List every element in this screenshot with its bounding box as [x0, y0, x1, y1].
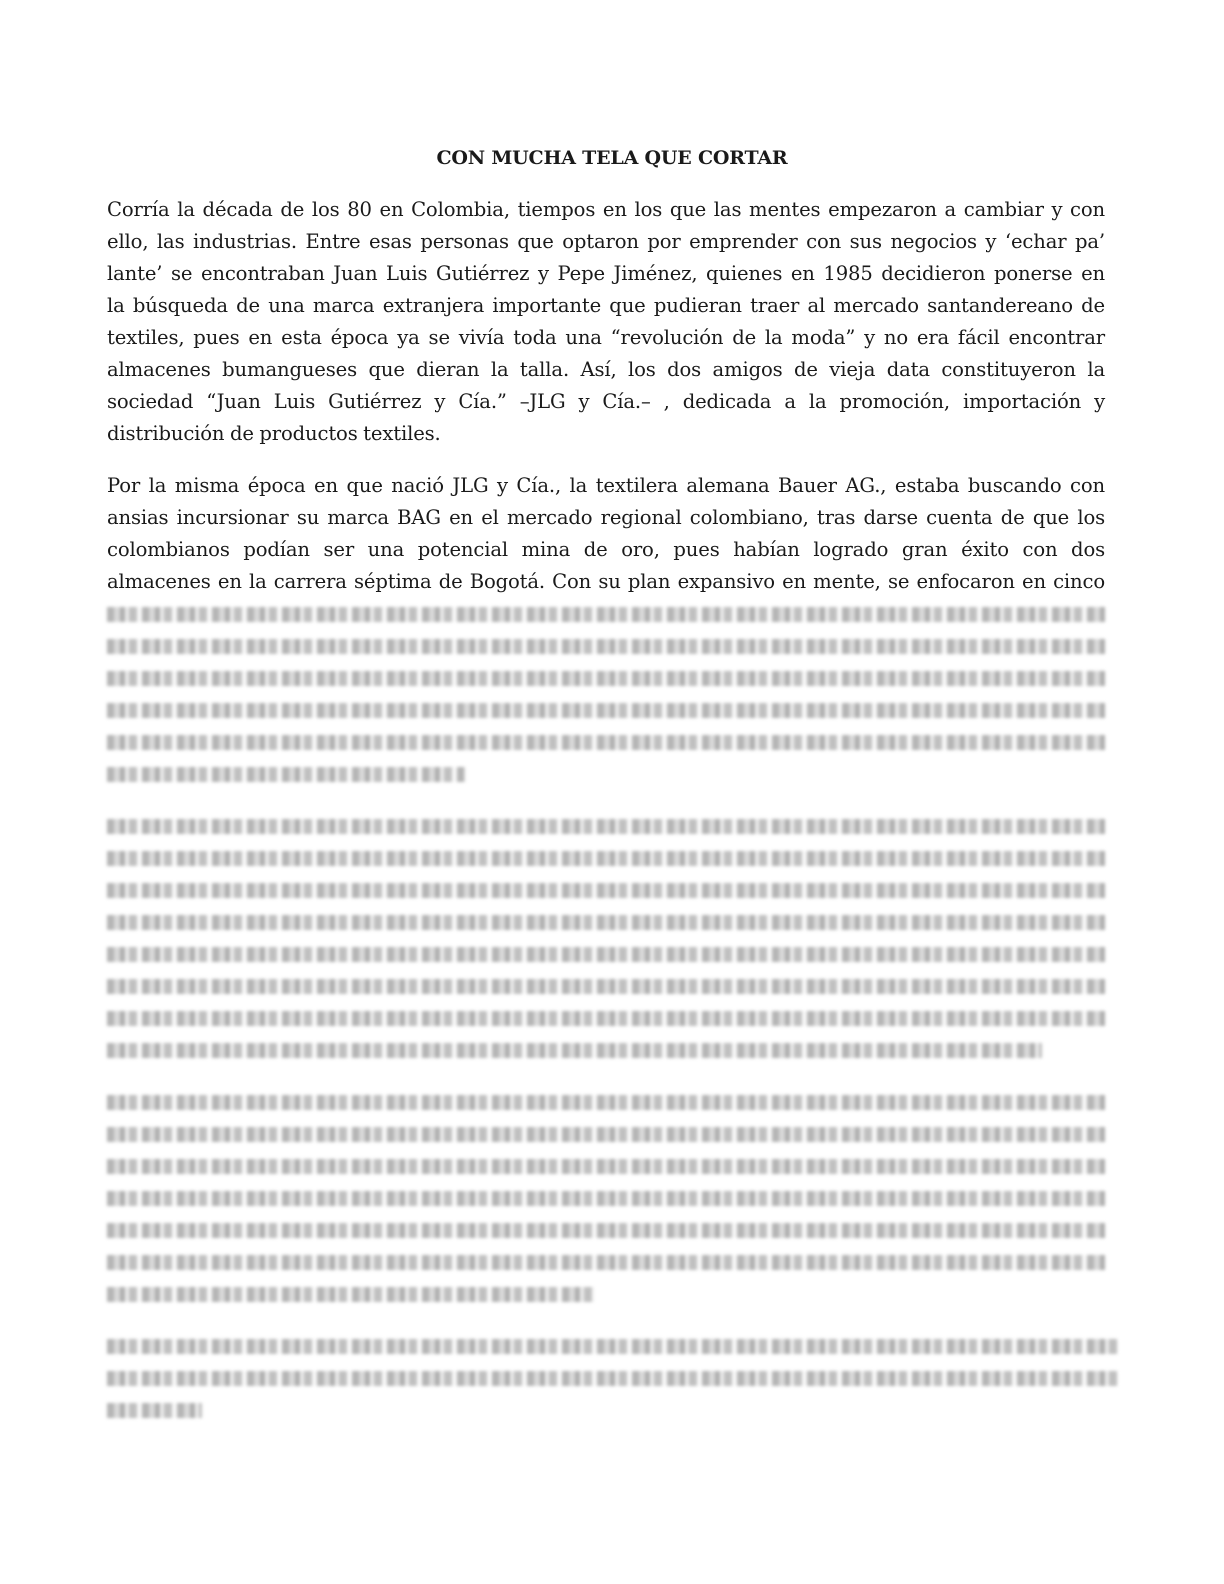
blurred-text-line [107, 906, 1105, 938]
blurred-text-line [107, 598, 1105, 630]
blurred-text-line [107, 726, 1105, 758]
text-line: distribución de productos textiles. [107, 422, 441, 445]
text-line: Por la misma época en que nació JLG y Cía., la textilera alemana Bauer AG., estaba buscando con [107, 474, 1105, 497]
text-line: almacenes bumangueses que dieran la talla. Así, los dos amigos de vieja data constituyeron la [107, 358, 1105, 381]
text-line: la búsqueda de una marca extranjera importante que pudieran traer al mercado santandereano de [107, 294, 1105, 317]
blurred-text-line [107, 874, 1105, 906]
text-line: colombianos podían ser una potencial mina de oro, pues habían logrado gran éxito con dos [107, 538, 1105, 561]
blurred-text-line [107, 1246, 1105, 1278]
blurred-text-line [107, 1214, 1105, 1246]
blurred-text-line [107, 1330, 1105, 1362]
blurred-text-line [107, 1086, 1105, 1118]
blurred-text-line [107, 1150, 1105, 1182]
blurred-text-line [107, 662, 1105, 694]
paragraph-5-blurred [107, 1330, 1105, 1426]
blurred-text-line [107, 630, 1105, 662]
blurred-text-line [107, 1362, 1105, 1394]
document-title: CON MUCHA TELA QUE CORTAR [436, 147, 788, 169]
paragraph-2 [107, 470, 1105, 790]
text-line: ello, las industrias. Entre esas personas que optaron por emprender con sus negocios y ‘echar pa’ [107, 230, 1105, 253]
blurred-text-line [107, 1394, 1105, 1426]
text-line: textiles, pues en esta época ya se vivía toda una “revolución de la moda” y no era fácil encontrar [107, 326, 1105, 349]
blurred-text-line [107, 970, 1105, 1002]
text-line: lante’ se encontraban Juan Luis Gutiérrez y Pepe Jiménez, quienes en 1985 decidieron ponerse en [107, 262, 1105, 285]
text-line: almacenes en la carrera séptima de Bogotá. Con su plan expansivo en mente, se enfocaron en cinco [107, 570, 1105, 593]
paragraph-1 [107, 194, 1105, 450]
blurred-text-line [107, 1118, 1105, 1150]
blurred-text-line [107, 694, 1105, 726]
blurred-text-line [107, 1278, 1105, 1310]
blurred-text-line [107, 842, 1105, 874]
blurred-text-line [107, 1034, 1105, 1066]
paragraph-3-blurred [107, 810, 1105, 1066]
text-line: ansias incursionar su marca BAG en el mercado regional colombiano, tras darse cuenta de que los [107, 506, 1105, 529]
text-line: sociedad “Juan Luis Gutiérrez y Cía.” –JLG y Cía.– , dedicada a la promoción, importación y [107, 390, 1105, 413]
blurred-text-line [107, 1182, 1105, 1214]
blurred-text-line [107, 758, 1105, 790]
blurred-text-line [107, 1002, 1105, 1034]
blurred-text-line [107, 810, 1105, 842]
paragraph-4-blurred [107, 1086, 1105, 1310]
blurred-text-line [107, 938, 1105, 970]
text-line: Corría la década de los 80 en Colombia, tiempos en los que las mentes empezaron a cambiar y con [107, 198, 1105, 221]
